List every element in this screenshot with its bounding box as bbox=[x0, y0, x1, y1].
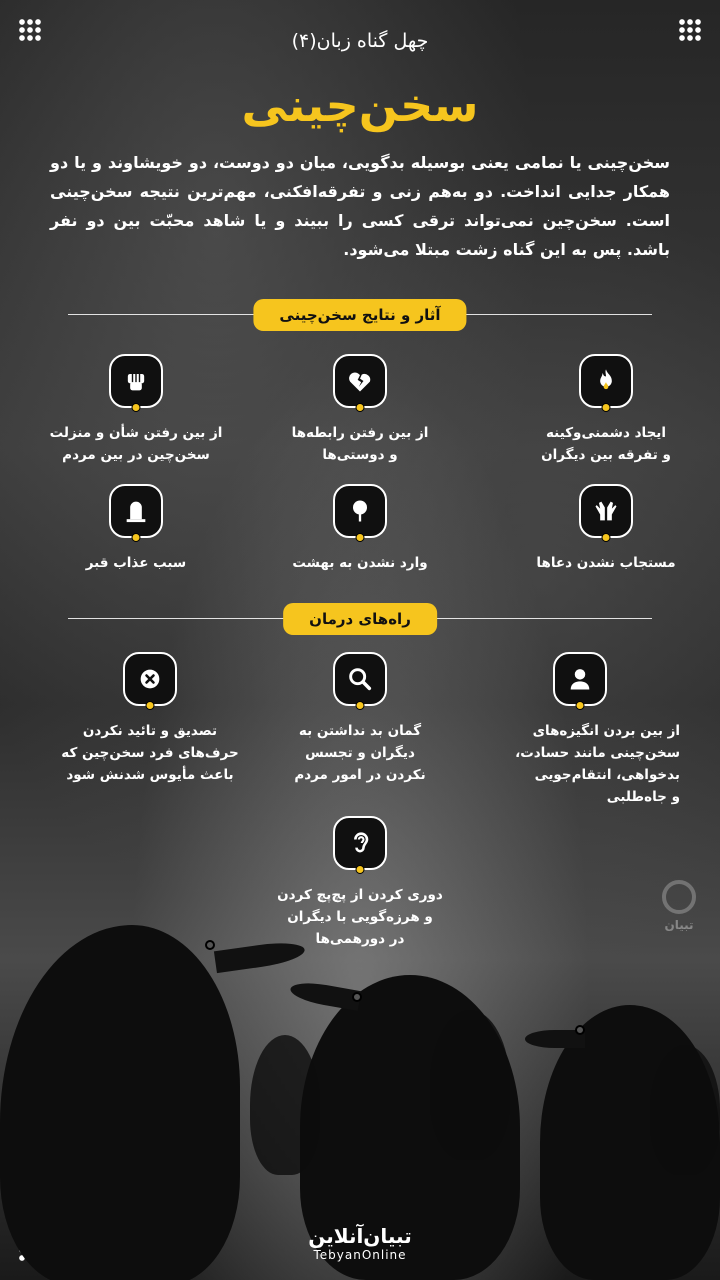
effect-item bbox=[260, 354, 460, 466]
praying-hands-icon bbox=[579, 484, 633, 538]
effect-caption: از بین رفتن شأن و منزلت سخن‌چین در بین مردم bbox=[49, 425, 223, 463]
effect-caption: وارد نشدن به بهشت bbox=[292, 555, 428, 571]
brand-name-en: TebyanOnline bbox=[313, 1248, 407, 1262]
watermark-logo bbox=[662, 880, 696, 932]
effect-caption: مستجاب نشدن دعاها bbox=[536, 555, 676, 571]
effect-item bbox=[36, 354, 236, 466]
remedy-caption: تصدیق و تائید نکردن حرف‌های فرد سخن‌چین که باعث مأیوس شدنش شود bbox=[61, 723, 239, 783]
brand-logo bbox=[0, 1224, 720, 1262]
remedy-item bbox=[480, 652, 680, 808]
remedy-item bbox=[260, 652, 460, 786]
fire-icon bbox=[579, 354, 633, 408]
remedies-section-title: راه‌های درمان bbox=[283, 603, 437, 635]
series-subtitle: چهل گناه زبان(۴) bbox=[291, 30, 429, 52]
brand-name-fa: تبیان‌آنلاین bbox=[308, 1224, 412, 1248]
tombstone-icon bbox=[109, 484, 163, 538]
remedy-item bbox=[260, 816, 460, 950]
effect-item bbox=[506, 484, 706, 574]
watermark-text: تبیان bbox=[664, 918, 694, 932]
effect-caption: از بین رفتن رابطه‌ها و دوستی‌ها bbox=[291, 425, 429, 463]
ear-icon bbox=[333, 816, 387, 870]
effect-caption: ایجاد دشمنی‌و‌کینه و تفرقه بین دیگران bbox=[541, 425, 671, 463]
fist-icon bbox=[109, 354, 163, 408]
broken-heart-icon bbox=[333, 354, 387, 408]
person-icon bbox=[553, 652, 607, 706]
effect-item bbox=[260, 484, 460, 574]
page-title: سخن‌چینی bbox=[241, 78, 479, 132]
effects-section-title: آثار و نتایج سخن‌چینی bbox=[253, 299, 466, 331]
tree-icon bbox=[333, 484, 387, 538]
remedy-caption: دوری کردن از پچ‌پچ کردن و هرزه‌گویی با دیگران در دورهمی‌ها bbox=[277, 887, 443, 947]
effect-caption: سبب عذاب قبر bbox=[85, 555, 187, 571]
remedy-caption: از بین بردن انگیزه‌های سخن‌چینی مانند حسادت، بدخواهی، انتقام‌جویی و جاه‌طلبی bbox=[515, 723, 680, 805]
remedy-item bbox=[50, 652, 250, 786]
remedy-caption: گمان بد نداشتن به دیگران و تجسس نکردن در امور مردم bbox=[294, 723, 426, 783]
magnifier-icon bbox=[333, 652, 387, 706]
x-circle-icon bbox=[123, 652, 177, 706]
effect-item bbox=[506, 354, 706, 466]
tebyan-mark-icon bbox=[662, 880, 696, 914]
effect-item bbox=[36, 484, 236, 574]
intro-paragraph: سخن‌چینی یا نمامی یعنی بوسیله بدگویی، میان دو دوست، دو خویشاوند و یا دو همکار جدایی انداخت. دو به‌هم زنی و تفرقه‌افکنی، مهم‌ترین نتیجه سخن‌چینی است. سخن‌چین نمی‌تواند ترقی کسی را ببیند و یا شاهد محبّت بین دو نفر باشد. پس به این گناه زشت مبتلا می‌شود. bbox=[50, 153, 670, 259]
